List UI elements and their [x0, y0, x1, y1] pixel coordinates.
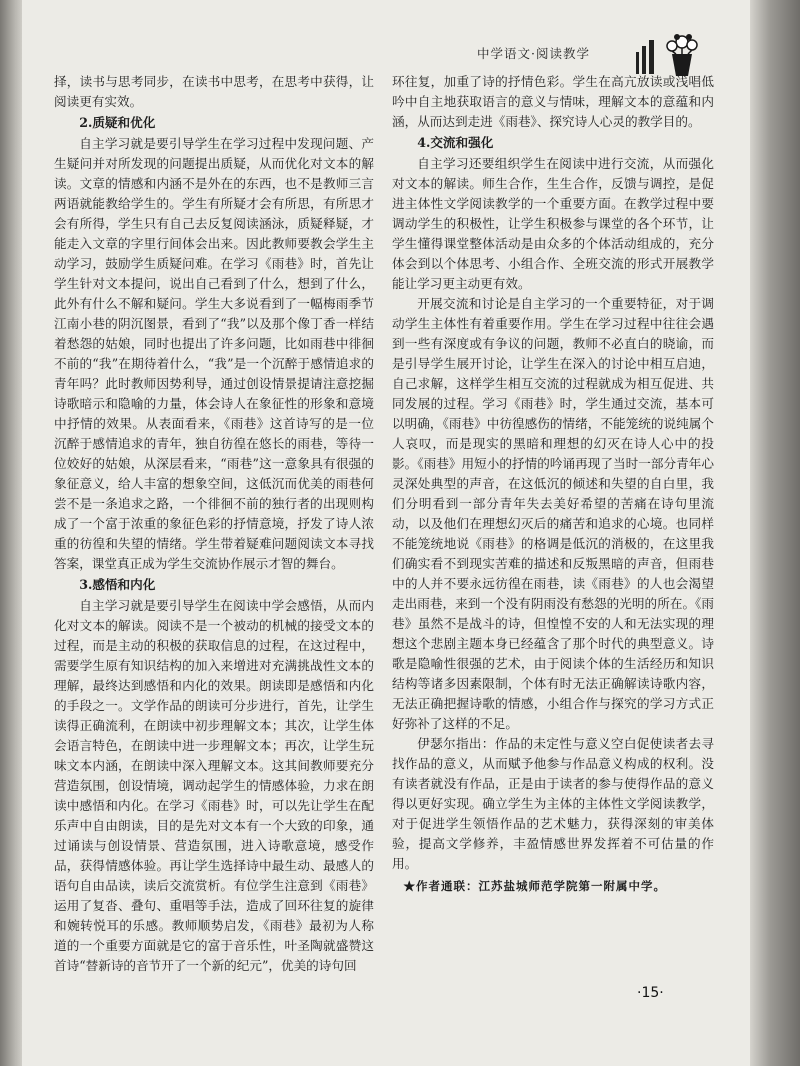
paragraph: 自主学习就是要引导学生在学习过程中发现问题、产生疑问并对所发现的问题提出质疑，从而优化对文本的解读。文章的情感和内涵不是外在的东西，也不是教师三言两语就能教给学生的。学生有所疑才会有所思，有所思才会有所得，学生只有自己去反复阅读涵泳，质疑释疑，才能走入文章的字里行间体会出来。因此教师要教会学生主动学习，鼓励学生质疑问难。在学习《雨巷》时，首先让学生针对文本提问，说出自己看到了什么，想到了什么，此外有什么不解和疑问。学生大多说看到了一幅梅雨季节江南小巷的阴沉图景，看到了“我”以及那个像丁香一样结着愁怨的姑娘，同时也提出了许多问题，比如雨巷中徘徊不前的“我”在期待着什么，“我”是一个沉醉于感情追求的青年吗？此时教师因势利导，通过创设情景提请注意挖掘诗歌暗示和隐喻的力量，体会诗人在象征性的形象和意境中抒情的效果。从表面看来，《雨巷》这首诗写的是一位沉醉于感情追求的青年，独自彷徨在悠长的雨巷，等待一位姣好的姑娘，从深层看来，“雨巷”这一意象具有很强的象征意义，给人丰富的想象空间，这低沉而优美的雨巷何尝不是一条追求之路，一个徘徊不前的独行者的出现则构成了一个富于浓重的象征色彩的抒情意境，抒发了诗人浓重的彷徨和失望的情绪。学生带着疑难问题阅读文本寻找答案，课堂真正成为学生交流协作展示才智的舞台。 — [54, 136, 374, 571]
running-header: 中学语文·阅读教学 — [477, 46, 590, 61]
section-heading: 3.感悟和内化 — [79, 577, 156, 592]
section-heading: 2.质疑和优化 — [79, 115, 156, 130]
left-column — [54, 72, 374, 976]
paragraph: 伊瑟尔指出：作品的未定性与意义空白促使读者去寻找作品的意义，从而赋予他参与作品意义构成的权利。没有读者就没有作品，正是由于读者的参与使得作品的意义得以更好实现。确立学生为主体的主体性文学阅读教学，对于促进学生领悟作品的艺术魅力，获得深刻的审美体验，提高文学修养，丰盈情感世界发挥着不可估量的作用。 — [392, 736, 714, 871]
book-spine-shadow — [0, 0, 22, 1066]
page-edge-shadow — [750, 0, 800, 1066]
section-heading: 4.交流和强化 — [417, 135, 494, 150]
right-column — [392, 72, 714, 896]
page-number: ·15· — [637, 985, 664, 1001]
paragraph: 开展交流和讨论是自主学习的一个重要特征，对于调动学生主体性有着重要作用。学生在学习过程中往往会遇到一些有深度或有争议的问题，教师不必直白的晓谕，而是引导学生展开讨论，让学生在深入的讨论中相互启迪，自己求解，这样学生相互交流的过程就成为相互促进、共同发展的过程。学习《雨巷》时，学生通过交流，基本可以明确，《雨巷》中彷徨感伤的情绪，不能笼统的说纯属个人哀叹，而是现实的黑暗和理想的幻灭在诗人心中的投影。《雨巷》用短小的抒情的吟诵再现了当时一部分青年心灵深处典型的声音，在这低沉的倾述和失望的自白里，我们分明看到一部分青年失去美好希望的苦痛在诗句里流动，以及他们在理想幻灭后的痛苦和追求的心境。也同样不能笼统地说《雨巷》的格调是低沉的消极的，在这里我们确实看不到现实苦难的描述和反叛黑暗的声音，但雨巷中的人并不要永远彷徨在雨巷，读《雨巷》的人也会渴望走出雨巷，来到一个没有阴雨没有愁怨的光明的所在。《雨巷》虽然不是战斗的诗，但惶惶不安的人和无法实现的理想这个悲剧主题本身已经蕴含了那个时代的典型意义。诗歌是隐喻性很强的艺术，由于阅读个体的生活经历和知识结构等诸多因素限制，个体有时无法正确解读诗歌内容，无法正确把握诗歌的情感，小组合作与探究的学习方式正好弥补了这样的不足。 — [392, 296, 714, 731]
author-contact: ★作者通联：江苏盐城师范学院第一附属中学。 — [403, 879, 666, 893]
paragraph: 自主学习还要组织学生在阅读中进行交流，从而强化对文本的解读。师生合作，生生合作，反馈与调控，是促进主体性文学阅读教学的一个重要方面。在教学过程中要调动学生的积极性，让学生积极参与课堂的各个环节，让学生懂得课堂整体活动是由众多的个体活动组成的，充分体会到以个体思考、小组合作、全班交流的形式开展教学能让学习更主动更有效。 — [392, 156, 714, 291]
paragraph: 自主学习就是要引导学生在阅读中学会感悟，从而内化对文本的解读。阅读不是一个被动的机械的接受文本的过程，而是主动的积极的获取信息的过程，在这过程中，需要学生原有知识结构的加入来增进对充满挑战性文本的理解，最终达到感悟和内化的效果。朗读即是感悟和内化的手段之一。文学作品的朗读可分步进行，首先，让学生读得正确流利，在朗读中初步理解文本；其次，让学生体会语言特色，在朗读中进一步理解文本；再次，让学生玩味文本内涵，在朗读中深入理解文本。这其间教师要充分营造氛围，创设情境，调动起学生的情感体验，力求在朗读中感悟和内化。在学习《雨巷》时，可以先让学生在配乐声中自由朗读，目的是先对文本有一个大致的印象，通过诵读与创设情景、营造氛围，进入诗歌意境，感受作品，获得情感体验。再让学生选择诗中最生动、最感人的语句自由品读，读后交流赏析。有位学生注意到《雨巷》运用了复沓、叠句、重唱等手法，造成了回环往复的旋律和婉转悦耳的乐感。教师顺势启发，《雨巷》最初为人称道的一个重要方面就是它的富于音乐性，叶圣陶就盛赞这首诗“替新诗的音节开了一个新的纪元”，优美的诗句回 — [54, 598, 374, 973]
paragraph: 择，读书与思考同步，在读书中思考，在思考中获得，让阅读更有实效。 — [54, 74, 374, 109]
paragraph: 环往复，加重了诗的抒情色彩。学生在高亢放读或浅唱低吟中自主地获取语言的意义与情味，理解文本的意蕴和内涵，从而达到走进《雨巷》、探究诗人心灵的教学目的。 — [392, 74, 714, 129]
header-bars-decoration — [636, 40, 654, 74]
journal-page — [22, 0, 750, 1066]
